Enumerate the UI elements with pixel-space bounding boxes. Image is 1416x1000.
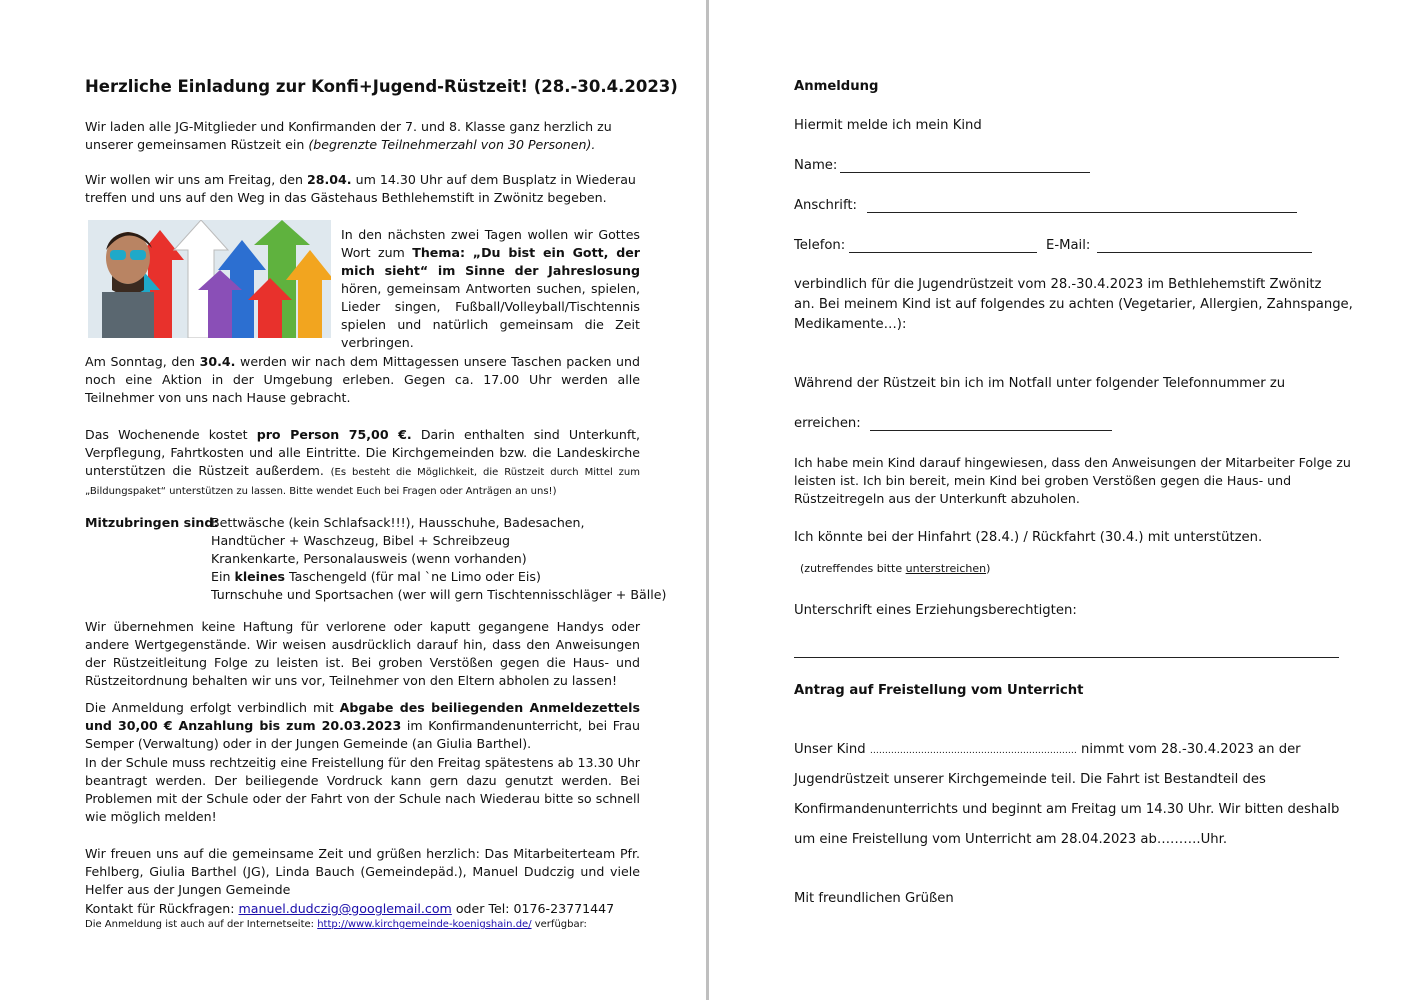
signature-label: Unterschrift eines Erziehungsberechtigten: — [794, 603, 1077, 618]
informed-line-1: Ich habe mein Kind darauf hingewiesen, dass den Anweisungen der Mitarbeiter Folge zu — [794, 455, 1351, 470]
bring-item-4-c: Taschengeld (für mal `ne Limo oder Eis) — [285, 569, 541, 584]
meeting-text-b: um 14.30 Uhr auf dem Busplatz in Wiederau — [351, 172, 636, 187]
page-divider — [706, 0, 709, 1000]
arrows-photo — [88, 220, 331, 338]
contact-email-link[interactable]: manuel.dudczig@googlemail.com — [238, 901, 452, 916]
liability-paragraph: Wir übernehmen keine Haftung für verlorene oder kaputt gegangene Handys oder andere Wertgegenstände. Wir weisen ausdrücklich darauf hin, dass den Anweisungen der Rüstzeitleitung Folge zu leisten ist. Bei groben Verstößen gegen die Haus- und Rüstzeitordnung behalten wir uns vor, Teilnehmer von den Eltern abholen zu lassen! — [85, 619, 640, 688]
cost-note: (Es besteht die Möglichkeit, die Rüstzeit durch Mittel zum „Bildungspaket“ unterstützen zu lassen. Bitte wendet Euch bei Fragen oder Anträgen an uns!) — [85, 467, 640, 497]
cost-intro: Das Wochenende kostet — [85, 427, 257, 442]
leave-line-4: um eine Freistellung vom Unterricht am 28.04.2023 ab……….Uhr. — [794, 832, 1228, 847]
greeting-paragraph: Wir freuen uns auf die gemeinsame Zeit und grüßen herzlich: Das Mitarbeiterteam Pfr. Fehlberg, Giulia Barthel (JG), Linda Bauch (Gemeindepäd.), Manuel Dudczig und viele Helfer aus der Jungen Gemeinde — [85, 846, 640, 897]
binding-line-3: Medikamente…): — [794, 317, 907, 332]
emergency-line-1: Während der Rüstzeit bin ich im Notfall unter folgender Telefonnummer zu — [794, 376, 1286, 391]
underline-note-a: (zutreffendes bitte — [800, 562, 906, 575]
email-label: E-Mail: — [1046, 238, 1091, 253]
leave-text-a: Unser Kind — [794, 742, 870, 757]
meeting-line-1 — [85, 171, 636, 189]
website-line — [85, 917, 587, 933]
contact-line — [85, 900, 614, 918]
bring-item-4-a: Ein — [211, 569, 235, 584]
leave-text-b: nimmt vom 28.-30.4.2023 an der — [1076, 742, 1301, 757]
bring-item-4 — [211, 568, 541, 586]
sunday-paragraph — [85, 353, 640, 407]
registration-text: im Konfirmandenunterricht, bei Frau Semper (Verwaltung) oder in der Jungen Gemeinde (an Giulia Barthel). — [85, 718, 640, 751]
theme-paragraph — [341, 226, 640, 352]
leave-line-2: Jugendrüstzeit unserer Kirchgemeinde teil. Die Fahrt ist Bestandteil des — [794, 772, 1266, 787]
binding-line-1: verbindlich für die Jugendrüstzeit vom 28.-30.4.2023 im Bethlehemstift Zwönitz — [794, 277, 1322, 292]
phone-field[interactable] — [849, 252, 1037, 253]
bring-item-3: Krankenkarte, Personalausweis (wenn vorhanden) — [211, 551, 527, 566]
invitation-title: Herzliche Einladung zur Konfi+Jugend-Rüstzeit! (28.-30.4.2023) — [85, 77, 678, 96]
leave-line-1 — [794, 740, 1301, 761]
meeting-text: Wir wollen wir uns am Freitag, den — [85, 172, 307, 187]
bring-label: Mitzubringen sind: — [85, 515, 219, 530]
binding-line-2: an. Bei meinem Kind ist auf folgendes zu achten (Vegetarier, Allergien, Zahnspange, — [794, 297, 1353, 312]
underline-note — [800, 561, 990, 577]
help-line: Ich könnte bei der Hinfahrt (28.4.) / Rückfahrt (30.4.) mit unterstützen. — [794, 530, 1263, 545]
intro-text: unserer gemeinsamen Rüstzeit ein — [85, 137, 309, 152]
leave-heading: Antrag auf Freistellung vom Unterricht — [794, 683, 1084, 698]
signature-field[interactable] — [794, 657, 1339, 658]
registration-paragraph — [85, 699, 640, 753]
emergency-phone-field[interactable] — [870, 430, 1112, 431]
theme-title: Thema: „Du bist ein Gott, der mich sieht“ im Sinne der Jahreslosung — [341, 245, 640, 278]
phone-label: Telefon: — [794, 238, 846, 253]
sunday-date: 30.4. — [199, 354, 236, 369]
informed-line-2: leisten ist. Ich bin bereit, mein Kind bei groben Verstößen gegen die Haus- und — [794, 473, 1292, 488]
address-label: Anschrift: — [794, 198, 857, 213]
sunday-text: werden wir nach dem Mittagessen unsere Taschen packen und noch eine Aktion in der Umgebung erleben. Gegen ca. 17.00 Uhr werden alle Teilnehmer von uns nach Hause gebracht. — [85, 354, 640, 405]
theme-activities: hören, gemeinsam Antworten suchen, spielen, Lieder singen, Fußball/Volleyball/Tischtennis spielen und natürlich gemeinsam die Zeit verbringen. — [341, 281, 640, 350]
registration-intro: Die Anmeldung erfolgt verbindlich mit — [85, 700, 340, 715]
closing-greeting: Mit freundlichen Grüßen — [794, 891, 954, 906]
contact-label: Kontakt für Rückfragen: — [85, 901, 239, 916]
intro-line-2 — [85, 136, 595, 154]
website-label: Die Anmeldung ist auch auf der Internetseite: — [85, 919, 318, 930]
arrows-illustration — [88, 220, 331, 338]
bring-item-5: Turnschuhe und Sportsachen (wer will gern Tischtennisschläger + Bälle) — [211, 587, 667, 602]
leave-line-3: Konfirmandenunterrichts und beginnt am Freitag um 14.30 Uhr. Wir bitten deshalb — [794, 802, 1340, 817]
cost-price: pro Person 75,00 €. — [256, 427, 412, 442]
sunday-intro: Am Sonntag, den — [85, 354, 200, 369]
website-link[interactable]: http://www.kirchgemeinde-koenigshain.de/ — [317, 919, 532, 930]
registration-form-page — [710, 0, 1416, 1000]
participant-limit: (begrenzte Teilnehmerzahl von 30 Personen). — [308, 137, 596, 152]
informed-line-3: Rüstzeitregeln aus der Unterkunft abzuholen. — [794, 491, 1080, 506]
cost-text: Darin enthalten sind Unterkunft, Verpflegung, Fahrtkosten und alle Eintritte. Die Kirchgemeinden bzw. die Landeskirche unterstützen die Rüstzeit außerdem. — [85, 427, 641, 478]
meeting-line-2: treffen und uns auf den Weg in das Gästehaus Bethlehemstift in Zwönitz begeben. — [85, 190, 607, 205]
emergency-label: erreichen: — [794, 416, 861, 431]
name-label: Name: — [794, 158, 838, 173]
email-field[interactable] — [1097, 252, 1312, 253]
name-field[interactable] — [840, 172, 1090, 173]
school-paragraph: In der Schule muss rechtzeitig eine Freistellung für den Freitag spätestens ab 13.30 Uhr beantragt werden. Der beiliegende Vordruck kann gern dazu genutzt werden. Bei Problemen mit der Schule oder der Fahrt von der Schule nach Wiederau bitte so schnell wie möglich melden! — [85, 755, 640, 824]
invitation-page — [0, 0, 706, 1000]
website-suffix: verfügbar: — [531, 919, 587, 930]
contact-phone: oder Tel: 0176-23771447 — [451, 901, 615, 916]
cost-paragraph — [85, 426, 640, 500]
theme-intro: In den nächsten zwei Tagen wollen wir Gottes Wort zum — [341, 227, 640, 260]
registration-deadline: Abgabe des beiliegenden Anmeldezettels und 30,00 € Anzahlung bis zum 20.03.2023 — [85, 700, 640, 733]
meeting-date: 28.04. — [306, 172, 352, 187]
bring-item-2: Handtücher + Waschzeug, Bibel + Schreibzeug — [211, 533, 510, 548]
registration-heading: Anmeldung — [794, 79, 879, 94]
bring-item-4-bold: kleines — [234, 569, 286, 584]
child-name-field[interactable]: …………………………………………………………… — [869, 746, 1077, 756]
underline-note-word: unterstreichen — [905, 562, 987, 575]
underline-note-c: ) — [986, 562, 991, 575]
bring-item-1: Bettwäsche (kein Schlafsack!!!), Hausschuhe, Badesachen, — [211, 515, 585, 530]
address-field[interactable] — [867, 212, 1297, 213]
intro-line-1: Wir laden alle JG-Mitglieder und Konfirmanden der 7. und 8. Klasse ganz herzlich zu — [85, 119, 612, 134]
registration-intro: Hiermit melde ich mein Kind — [794, 118, 982, 133]
